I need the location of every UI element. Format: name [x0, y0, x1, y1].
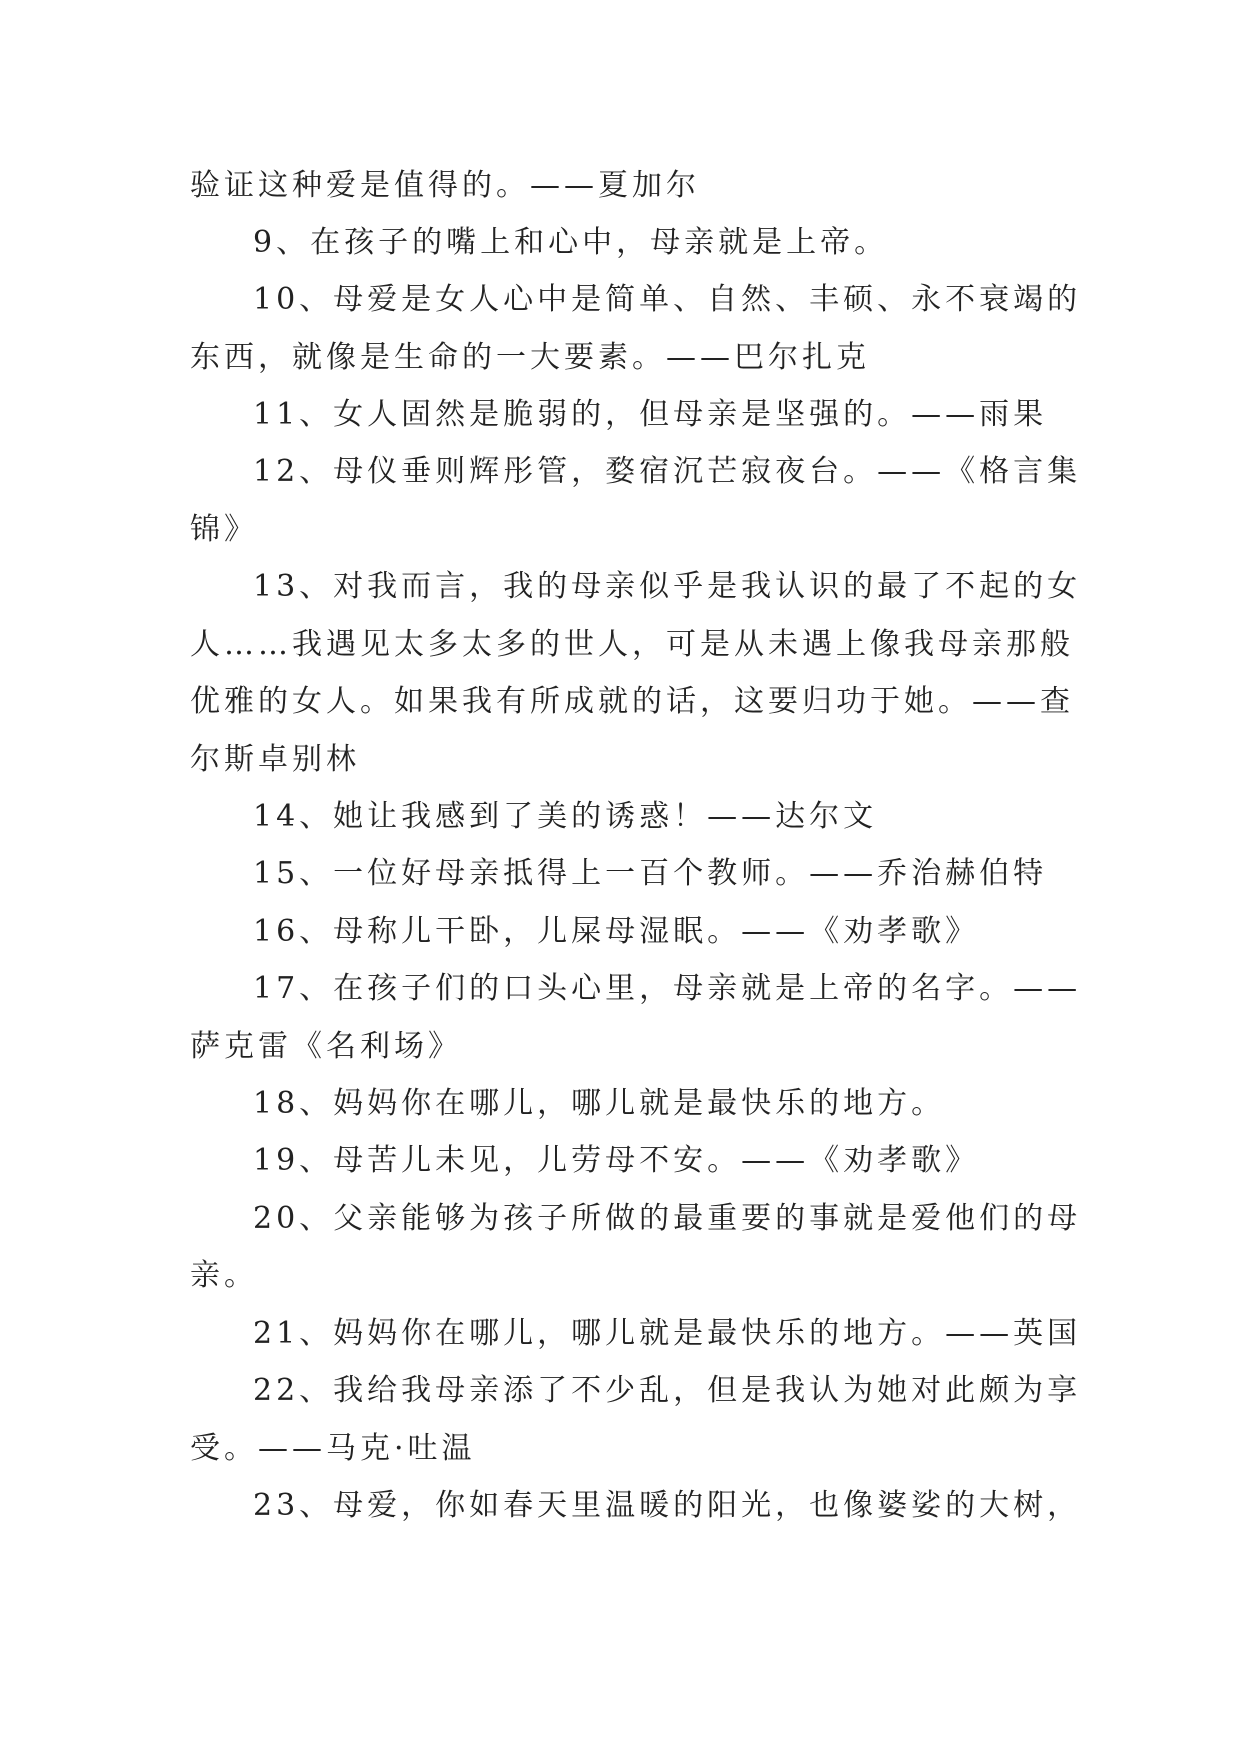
text-line: 16、母称儿干卧，儿屎母湿眠。——《劝孝歌》 [253, 914, 980, 949]
text-line: 23、母爱，你如春天里温暖的阳光，也像婆娑的大树， [253, 1488, 1082, 1523]
text-line: 18、妈妈你在哪儿，哪儿就是最快乐的地方。 [253, 1086, 946, 1121]
text-line: 优雅的女人。如果我有所成就的话，这要归功于她。——查 [190, 684, 1074, 719]
text-line: 22、我给我母亲添了不少乱，但是我认为她对此颇为享 [253, 1373, 1082, 1408]
text-line: 人……我遇见太多太多的世人，可是从未遇上像我母亲那般 [190, 627, 1074, 662]
text-line: 锦》 [190, 512, 258, 547]
text-line: 萨克雷《名利场》 [190, 1029, 462, 1064]
text-line: 15、一位好母亲抵得上一百个教师。——乔治赫伯特 [253, 856, 1048, 891]
text-line: 尔斯卓别林 [190, 742, 360, 777]
text-line: 13、对我而言，我的母亲似乎是我认识的最了不起的女 [253, 569, 1082, 604]
text-line: 9、在孩子的嘴上和心中，母亲就是上帝。 [253, 225, 889, 260]
text-line: 受。——马克·吐温 [190, 1431, 476, 1466]
text-line: 19、母苦儿未见，儿劳母不安。——《劝孝歌》 [253, 1143, 980, 1178]
text-line: 21、妈妈你在哪儿，哪儿就是最快乐的地方。——英国 [253, 1316, 1082, 1351]
text-line: 11、女人固然是脆弱的，但母亲是坚强的。——雨果 [253, 397, 1048, 432]
text-line: 14、她让我感到了美的诱惑！——达尔文 [253, 799, 878, 834]
text-line: 东西，就像是生命的一大要素。——巴尔扎克 [190, 340, 870, 375]
text-line: 验证这种爱是值得的。——夏加尔 [190, 168, 700, 203]
text-line: 17、在孩子们的口头心里，母亲就是上帝的名字。—— [253, 971, 1082, 1006]
text-line: 20、父亲能够为孩子所做的最重要的事就是爱他们的母 [253, 1201, 1082, 1236]
text-line: 12、母仪垂则辉彤管，婺宿沉芒寂夜台。——《格言集 [253, 454, 1082, 489]
text-line: 亲。 [190, 1258, 258, 1293]
text-line: 10、母爱是女人心中是简单、自然、丰硕、永不衰竭的 [253, 282, 1082, 317]
